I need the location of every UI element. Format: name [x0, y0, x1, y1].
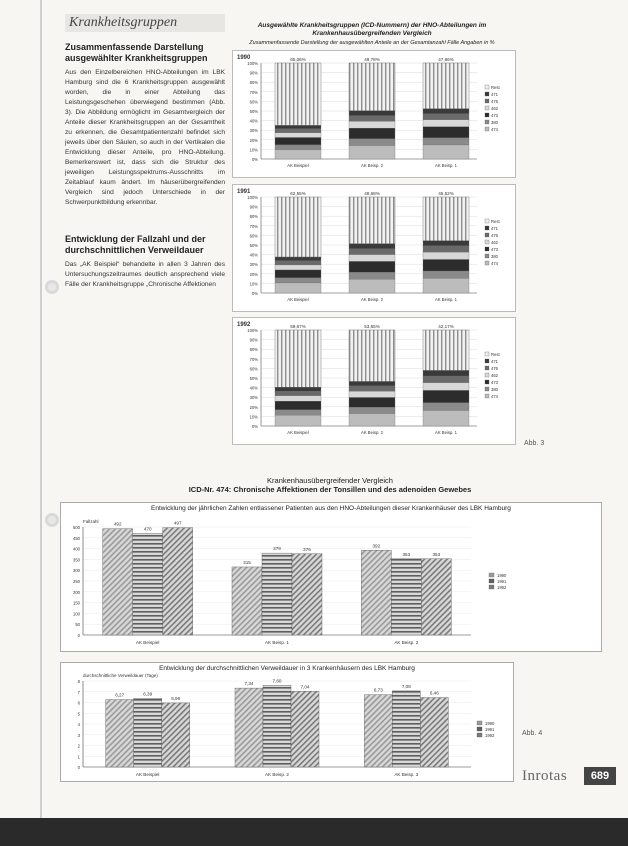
y-axis-label: Fallzahl: [83, 519, 99, 524]
legend-label: 380: [491, 120, 498, 125]
chart-title: Entwicklung der durchschnittlichen Verweildauer in 3 Krankenhäusern des LBK Hamburg: [159, 665, 415, 672]
y-tick-label: 0: [77, 633, 80, 638]
bar-segment: [349, 386, 395, 391]
bar: [106, 700, 134, 767]
bar-segment: [349, 128, 395, 139]
y-tick-label: 60%: [249, 99, 258, 105]
group-label: AK Beisp. 1: [435, 163, 457, 168]
y-tick-label: 100%: [247, 328, 258, 333]
panels-title: Ausgewählte Krankheitsgruppen (ICD-Nummern) der HNO-Abteilungen im Krankenhausübergreifenden Vergleich: [257, 22, 487, 37]
bar-segment: [349, 407, 395, 413]
bar-segment: [275, 391, 321, 396]
binder-line: [40, 0, 42, 820]
bar-top-label: 45,52%: [438, 191, 454, 196]
legend-label: 474: [491, 394, 498, 399]
bar: [262, 553, 292, 635]
bar-segment: [275, 145, 321, 150]
y-tick-label: 80%: [249, 347, 258, 353]
bar-segment: [275, 387, 321, 391]
bar: [361, 550, 391, 635]
figure-title: [60, 476, 600, 494]
legend-label: 476: [491, 99, 498, 104]
bar-segment: [275, 133, 321, 138]
page-number: 689: [584, 767, 616, 785]
y-tick-label: 100%: [247, 61, 258, 66]
subheading: Entwicklung der Fallzahl und der durchschnittlichen Verweildauer: [65, 234, 206, 255]
legend-label: Rest: [491, 219, 500, 224]
bar-segment: [423, 252, 469, 259]
legend-swatch: [489, 573, 494, 577]
bar-top-label: 47,66%: [438, 57, 454, 62]
panel-svg: [233, 318, 515, 444]
punch-hole: [45, 513, 59, 527]
y-tick-label: 90%: [249, 204, 258, 210]
legend-label: 462: [491, 373, 498, 378]
panels-subtitle: Zusammenfassende Darstellung der ausgewählten Anteile an der Gesamtanzahl Fälle Angaben in %: [249, 40, 495, 46]
legend-swatch: [485, 120, 489, 124]
legend-label: 1990: [485, 721, 495, 726]
legend-label: 476: [491, 233, 498, 238]
group-label: AK Beisp. 1: [435, 297, 457, 302]
bar-segment-rest: [275, 330, 321, 387]
bar-value-label: 6,27: [115, 692, 125, 698]
bar-segment: [349, 111, 395, 116]
y-tick-label: 0%: [251, 291, 258, 296]
bar-segment: [349, 146, 395, 159]
y-tick-label: 400: [73, 546, 80, 552]
legend-swatch: [485, 366, 489, 370]
scan-edge: [0, 818, 628, 846]
legend-label: 471: [491, 226, 498, 231]
bar-segment: [349, 116, 395, 122]
category-label: AK Beisp. 1: [264, 640, 290, 645]
legend-swatch: [477, 727, 482, 731]
bar-segment: [275, 129, 321, 133]
legend-label: 471: [491, 92, 498, 97]
bar-value-label: 6,46: [429, 690, 439, 696]
bar-segment-rest: [275, 63, 321, 125]
legend-label: 1991: [485, 727, 495, 732]
bar-segment: [275, 150, 321, 159]
bar-segment: [423, 383, 469, 391]
y-tick-label: 500: [73, 525, 80, 530]
bar-segment: [349, 249, 395, 255]
legend-swatch: [485, 127, 489, 131]
y-axis-label: durchschnittliche Verweildauer (Tage): [83, 673, 158, 678]
bar: [420, 698, 448, 767]
bar-top-label: 59,67%: [290, 324, 306, 329]
bar-segment: [349, 139, 395, 146]
legend-swatch: [485, 352, 489, 356]
category-label: AK Beispiel: [135, 640, 160, 645]
legend-swatch: [485, 85, 489, 89]
y-tick-label: 50%: [249, 243, 258, 248]
y-tick-label: 20%: [249, 137, 258, 143]
bar-segment: [423, 271, 469, 278]
bar: [263, 685, 291, 767]
bar-value-label: 315: [243, 559, 251, 565]
legend-label: 476: [491, 366, 498, 371]
bar-segment-rest: [423, 197, 469, 241]
legend-label: 1990: [497, 573, 507, 578]
bar-segment: [275, 265, 321, 270]
y-tick-label: 70%: [249, 356, 258, 362]
legend-swatch: [485, 99, 489, 103]
bar-segment: [349, 279, 395, 293]
legend-swatch: [485, 113, 489, 117]
bar-segment: [423, 410, 469, 426]
bar-segment: [349, 391, 395, 397]
y-tick-label: 30%: [249, 395, 258, 401]
category-label: AK Beisp. 2: [264, 772, 290, 777]
bar-segment: [423, 278, 469, 293]
stacked-chart-panel: [232, 184, 516, 312]
legend-swatch: [485, 387, 489, 391]
legend-swatch: [485, 261, 489, 265]
bar-value-label: 7,04: [300, 684, 310, 690]
legend-label: 1991: [497, 579, 507, 584]
bar-segment: [423, 145, 469, 159]
bar: [163, 528, 193, 635]
bar-value-label: 470: [143, 526, 152, 532]
group-label: AK Beispiel: [287, 297, 309, 302]
y-tick-label: 10%: [249, 147, 258, 153]
legend-swatch: [485, 247, 489, 251]
bar-segment: [275, 396, 321, 401]
group-label: AK Beisp. 1: [435, 430, 457, 435]
legend-swatch: [485, 92, 489, 96]
y-tick-label: 50%: [249, 376, 258, 381]
bar-top-label: 48,68%: [364, 191, 380, 196]
bar: [232, 567, 262, 635]
legend-swatch: [485, 254, 489, 258]
legend-label: 1992: [497, 585, 507, 590]
figure-title-line: Krankenhausübergreifender Vergleich: [267, 476, 393, 485]
bar: [292, 554, 322, 635]
legend-swatch: [485, 106, 489, 110]
bar-segment-rest: [423, 330, 469, 370]
bar-value-label: 392: [372, 543, 381, 549]
legend-swatch: [489, 579, 494, 583]
y-tick-label: 150: [73, 600, 80, 606]
y-tick-label: 0: [77, 765, 80, 770]
y-tick-label: 60%: [249, 366, 258, 372]
bar-top-label: 42,17%: [438, 324, 454, 329]
group-label: AK Beisp. 2: [361, 163, 383, 168]
y-tick-label: 8: [77, 679, 80, 684]
y-tick-label: 70%: [249, 223, 258, 229]
bar-segment: [275, 257, 321, 261]
bar: [391, 559, 421, 635]
chart-title: Entwicklung der jährlichen Zahlen entlassener Patienten aus den HNO-Abteilungen dieser Krankenhäuser des LBK Hamburg: [151, 505, 511, 512]
legend-swatch: [485, 394, 489, 398]
y-tick-label: 1: [77, 754, 80, 760]
bar-segment-rest: [349, 63, 395, 111]
y-tick-label: 70%: [249, 89, 258, 95]
y-tick-label: 10%: [249, 414, 258, 420]
bar-segment: [349, 398, 395, 408]
y-tick-label: 90%: [249, 337, 258, 343]
y-tick-label: 100%: [247, 195, 258, 200]
y-tick-label: 350: [73, 557, 80, 563]
bar-value-label: 376: [303, 546, 311, 552]
bar-segment: [275, 270, 321, 278]
y-tick-label: 90%: [249, 70, 258, 76]
bar-segment: [423, 109, 469, 114]
bar-value-label: 6,73: [373, 687, 383, 693]
bar-segment-rest: [349, 197, 395, 244]
panels-header: [232, 22, 512, 47]
legend-label: 462: [491, 240, 498, 245]
bar-segment: [423, 127, 469, 138]
bar-segment-rest: [349, 330, 395, 382]
legend-swatch: [485, 359, 489, 363]
bar-segment: [349, 121, 395, 128]
bar-segment: [349, 414, 395, 426]
panel-year: 1991: [237, 189, 251, 195]
bar-segment: [423, 114, 469, 120]
y-tick-label: 450: [73, 535, 80, 541]
y-tick-label: 5: [77, 711, 80, 717]
bar-segment: [423, 138, 469, 145]
y-tick-label: 3: [77, 732, 80, 738]
panel-svg: [233, 185, 515, 311]
legend-label: 1992: [485, 733, 495, 738]
bar-segment: [275, 125, 321, 128]
bar-segment: [349, 261, 395, 272]
bar-segment: [275, 401, 321, 410]
bar-top-label: 62,55%: [290, 191, 306, 196]
subheading: Zusammenfassende Darstellung ausgewählter Krankheitsgruppen: [65, 42, 208, 63]
group-label: AK Beisp. 2: [361, 297, 383, 302]
bar-segment: [423, 390, 469, 402]
bar-top-label: 65,06%: [290, 57, 306, 62]
bar-top-label: 49,78%: [364, 57, 380, 62]
group-label: AK Beisp. 2: [361, 430, 383, 435]
bar-value-label: 7,34: [244, 681, 254, 687]
legend-label: 380: [491, 254, 498, 259]
bar-segment: [275, 278, 321, 283]
category-label: AK Beisp. 2: [394, 640, 419, 645]
y-tick-label: 250: [73, 579, 80, 584]
y-tick-label: 80%: [249, 214, 258, 220]
legend-label: Rest: [491, 85, 500, 90]
bar: [103, 529, 133, 635]
legend-swatch: [485, 226, 489, 230]
bar-value-label: 6,39: [143, 691, 153, 697]
panel-year: 1992: [237, 322, 251, 328]
group-label: AK Beispiel: [287, 430, 309, 435]
bar-value-label: 492: [113, 521, 122, 527]
figure-label: Abb. 4: [522, 730, 543, 737]
bar-chart-stay: [60, 662, 514, 782]
y-tick-label: 50%: [249, 109, 258, 114]
bar-value-label: 353: [402, 551, 411, 557]
chart-svg: [61, 503, 601, 651]
bar-segment: [349, 255, 395, 262]
stacked-chart-panel: [232, 50, 516, 178]
y-tick-label: 40%: [249, 252, 258, 258]
legend-label: 462: [491, 106, 498, 111]
stacked-chart-panel: [232, 317, 516, 445]
legend-label: 474: [491, 127, 498, 132]
bar-value-label: 379: [273, 546, 281, 552]
legend-swatch: [477, 721, 482, 725]
legend-swatch: [485, 380, 489, 384]
y-tick-label: 50: [75, 622, 80, 628]
bar-value-label: 497: [173, 520, 182, 526]
category-label: AK Beisp. 3: [394, 772, 419, 777]
bar: [291, 691, 319, 767]
bar-value-label: 353: [432, 551, 441, 557]
bar-value-label: 5,96: [171, 695, 181, 701]
legend-swatch: [477, 733, 482, 737]
legend-label: 473: [491, 247, 498, 252]
chart-svg: [61, 663, 513, 781]
bar-segment: [423, 376, 469, 383]
bar-value-label: 7,08: [401, 683, 411, 689]
bar-segment: [423, 246, 469, 252]
bar-segment: [275, 138, 321, 145]
figure-label: Abb. 3: [524, 440, 545, 447]
bar: [392, 691, 420, 767]
section-heading: Krankheitsgruppen: [65, 14, 225, 32]
bar: [162, 703, 190, 767]
legend-label: 473: [491, 380, 498, 385]
category-label: AK Beispiel: [135, 772, 160, 777]
bar: [235, 688, 263, 767]
y-tick-label: 4: [77, 722, 80, 727]
legend-label: Rest: [491, 352, 500, 357]
panel-year: 1990: [237, 55, 251, 61]
bar-segment: [275, 415, 321, 426]
bar-chart-cases: [60, 502, 602, 652]
y-tick-label: 300: [73, 568, 80, 574]
bar-value-label: 7,60: [272, 678, 282, 684]
bar-segment: [423, 241, 469, 246]
bar-segment: [349, 382, 395, 386]
y-tick-label: 40%: [249, 118, 258, 124]
bar-segment: [423, 403, 469, 411]
legend-swatch: [485, 233, 489, 237]
y-tick-label: 30%: [249, 128, 258, 134]
paragraph: Das „AK Beispiel“ behandelte in allen 3 Jahren des Untersuchungszeitraumes deutlich ansprechend viele Fälle der Krankheitsgruppe „Chronische Affektionen: [65, 261, 225, 288]
bar: [421, 559, 451, 635]
y-tick-label: 80%: [249, 80, 258, 86]
sidebar-text: [65, 14, 225, 290]
punch-hole: [45, 280, 59, 294]
legend-swatch: [489, 585, 494, 589]
legend-label: 471: [491, 359, 498, 364]
bar-segment-rest: [275, 197, 321, 257]
y-tick-label: 200: [73, 589, 80, 595]
paragraph: Aus den Einzelbereichen HNO-Abteilungen im LBK Hamburg sind die 6 Krankheitsgruppen ausgewählt worden, die in einer Abteilung das Leistungsgeschehen überwiegend bestimmen (Abb. 3). Die Abbildung ermöglicht im Gesamtvergleich der Anteile dieser Krankheitsgruppen an der Gesamtheit zu erkennen, die Gesamtpatientenzahl befindet sich jeweils über den Säulen, so auch in der Vertikalen die Entwicklung dieser Anteile, pro HNO-Abteilung. Bemerkenswert ist, dass sich die Struktur des jeweiligen Leistungsspektrums-Ausschnitts im Zeitablauf kaum ändert. Im häuserübergreifenden Vergleich sind jedoch Unterschiede in der Schwerpunktbildung erkennbar.: [65, 69, 225, 206]
bar-top-label: 53,65%: [364, 324, 380, 329]
bar-segment: [423, 120, 469, 127]
y-tick-label: 0%: [251, 157, 258, 162]
y-tick-label: 10%: [249, 281, 258, 287]
y-tick-label: 60%: [249, 233, 258, 239]
bar-segment-rest: [423, 63, 469, 109]
legend-label: 474: [491, 261, 498, 266]
bar-segment: [275, 410, 321, 415]
y-tick-label: 100: [73, 611, 80, 617]
figure-title-line: ICD-Nr. 474: Chronische Affektionen der Tonsillen und des adenoiden Gewebes: [188, 485, 472, 494]
legend-swatch: [485, 240, 489, 244]
group-label: AK Beispiel: [287, 163, 309, 168]
y-tick-label: 2: [77, 743, 80, 749]
legend-swatch: [485, 373, 489, 377]
bar: [134, 698, 162, 767]
bar: [133, 533, 163, 635]
panel-svg: [233, 51, 515, 177]
y-tick-label: 20%: [249, 404, 258, 410]
legend-label: 473: [491, 113, 498, 118]
bar-segment: [423, 370, 469, 376]
y-tick-label: 40%: [249, 385, 258, 391]
y-tick-label: 20%: [249, 271, 258, 277]
bar-segment: [349, 244, 395, 249]
bar-segment: [423, 260, 469, 272]
legend-label: 380: [491, 387, 498, 392]
y-tick-label: 0%: [251, 424, 258, 429]
bar: [364, 695, 392, 767]
bar-segment: [275, 283, 321, 293]
brand-mark: Inrotas: [522, 768, 568, 784]
y-tick-label: 30%: [249, 262, 258, 268]
y-tick-label: 6: [77, 700, 80, 706]
bar-segment: [275, 261, 321, 265]
bar-segment: [349, 272, 395, 279]
legend-swatch: [485, 219, 489, 223]
y-tick-label: 7: [77, 689, 80, 695]
